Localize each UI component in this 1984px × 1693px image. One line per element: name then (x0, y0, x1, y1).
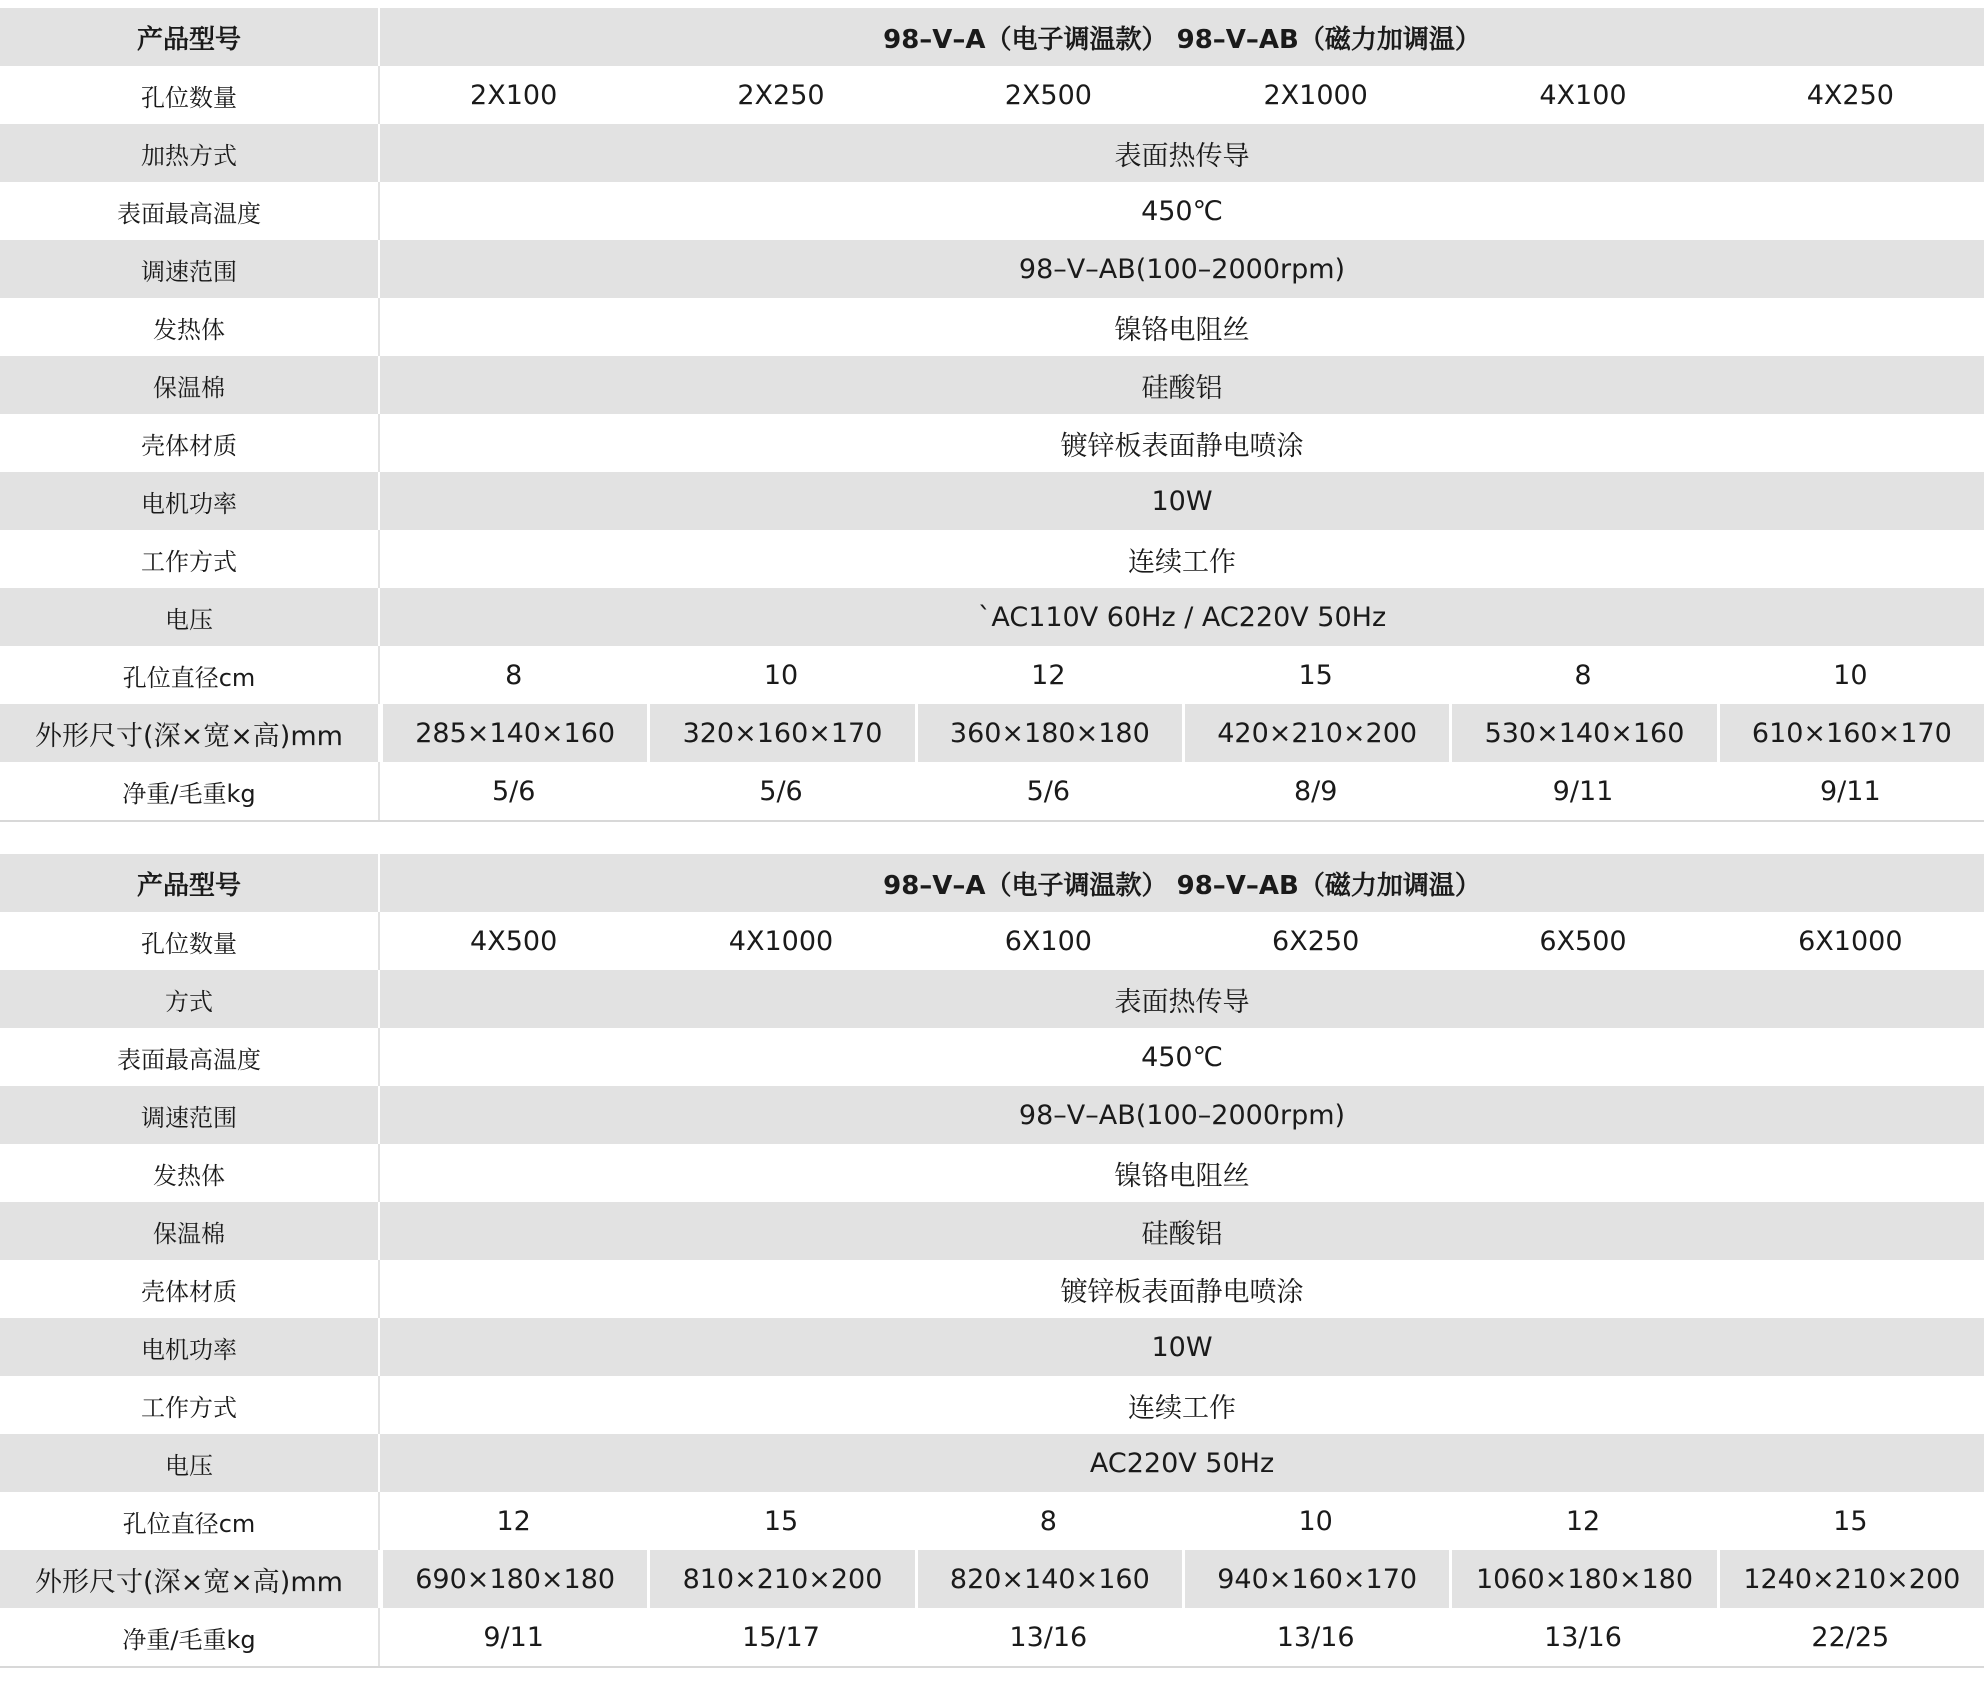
diameter-cell: 8 (505, 659, 523, 691)
spec-label: 电压 (0, 588, 380, 646)
diameter-cell: 15 (1833, 1505, 1868, 1537)
holes-cell: 4X100 (1539, 79, 1627, 111)
spec-row (0, 414, 1984, 472)
spec-label: 调速范围 (0, 1086, 380, 1144)
weight-cell: 9/11 (1552, 775, 1614, 807)
weight-cell: 13/16 (1009, 1621, 1088, 1653)
spec-row (0, 240, 1984, 298)
dims-cell: 420×210×200 (1182, 704, 1449, 762)
diameter-label: 孔位直径cm (0, 646, 380, 704)
weight-cell: 9/11 (483, 1621, 544, 1653)
holes-cell: 6X1000 (1798, 925, 1903, 957)
diameter-cell: 10 (1833, 659, 1868, 691)
dims-cell: 940×160×170 (1182, 1550, 1449, 1608)
spec-value: 98–V–AB(100–2000rpm) (1018, 253, 1346, 285)
spec-value: `AC110V 60Hz / AC220V 50Hz (977, 601, 1387, 633)
holes-row (0, 66, 1984, 124)
diameter-cell: 8 (1574, 659, 1592, 691)
holes-cell: 2X500 (1004, 79, 1092, 111)
weight-cell: 8/9 (1293, 775, 1338, 807)
holes-cell: 2X100 (470, 79, 558, 111)
spec-value: 10W (1151, 1331, 1213, 1363)
spec-row (0, 356, 1984, 414)
spec-label: 保温棉 (0, 1202, 380, 1260)
spec-value: 镍铬电阻丝 (1114, 314, 1250, 346)
model-value: 98–V–A（电子调温款） 98–V–AB（磁力加调温） (883, 24, 1481, 55)
dims-cell: 320×160×170 (647, 704, 914, 762)
diameter-cell: 15 (763, 1505, 799, 1537)
table-divider (0, 1666, 1984, 1668)
spec-value: 450℃ (1141, 1041, 1223, 1073)
spec-row (0, 1260, 1984, 1318)
dims-cell: 530×140×160 (1449, 704, 1716, 762)
spec-label: 电机功率 (0, 1318, 380, 1376)
spec-label: 表面最高温度 (0, 182, 380, 240)
spec-label: 方式 (0, 970, 380, 1028)
holes-cell: 2X1000 (1263, 79, 1368, 111)
holes-cell: 4X500 (470, 925, 558, 957)
spec-value: AC220V 50Hz (1089, 1447, 1275, 1479)
spec-value: 镀锌板表面静电喷涂 (1060, 1276, 1304, 1308)
holes-cell: 6X100 (1004, 925, 1092, 957)
spec-row (0, 1434, 1984, 1492)
spec-row (0, 1318, 1984, 1376)
holes-row (0, 912, 1984, 970)
diameter-cell: 12 (1565, 1505, 1601, 1537)
weight-row (0, 762, 1984, 820)
spec-value: 镀锌板表面静电喷涂 (1060, 430, 1304, 462)
dims-cell: 820×140×160 (915, 1550, 1182, 1608)
spec-value: 98–V–AB(100–2000rpm) (1018, 1099, 1346, 1131)
dims-cell: 690×180×180 (380, 1550, 647, 1608)
spec-value: 硅酸铝 (1141, 372, 1223, 404)
diameter-cell: 10 (1298, 1505, 1333, 1537)
dims-cell: 610×160×170 (1717, 704, 1984, 762)
spec-row (0, 124, 1984, 182)
spec-label: 壳体材质 (0, 414, 380, 472)
spec-label: 表面最高温度 (0, 1028, 380, 1086)
diameter-cell: 12 (1031, 659, 1066, 691)
weight-cell: 5/6 (491, 775, 536, 807)
holes-cell: 6X500 (1539, 925, 1627, 957)
diameter-cell: 8 (1039, 1505, 1057, 1537)
spec-label: 发热体 (0, 298, 380, 356)
weight-label: 净重/毛重kg (0, 1608, 380, 1666)
spec-row (0, 472, 1984, 530)
diameter-label: 孔位直径cm (0, 1492, 380, 1550)
diameter-row (0, 1492, 1984, 1550)
spec-value: 10W (1151, 485, 1213, 517)
weight-label: 净重/毛重kg (0, 762, 380, 820)
spec-label: 调速范围 (0, 240, 380, 298)
spec-row (0, 298, 1984, 356)
holes-cell: 2X250 (737, 79, 825, 111)
model-label: 产品型号 (0, 854, 380, 912)
spec-row (0, 182, 1984, 240)
spec-label: 工作方式 (0, 1376, 380, 1434)
spec-row (0, 588, 1984, 646)
model-value: 98–V–A（电子调温款） 98–V–AB（磁力加调温） (883, 870, 1481, 901)
weight-row (0, 1608, 1984, 1666)
diameter-cell: 10 (763, 659, 799, 691)
model-label: 产品型号 (0, 8, 380, 66)
spec-value: 表面热传导 (1114, 140, 1250, 172)
holes-label: 孔位数量 (0, 912, 380, 970)
holes-cell: 4X1000 (728, 925, 834, 957)
dims-label: 外形尺寸(深×宽×高)mm (0, 1550, 380, 1608)
diameter-row (0, 646, 1984, 704)
spec-table-2 (0, 854, 1984, 1668)
weight-cell: 5/6 (1026, 775, 1071, 807)
dims-row (0, 704, 1984, 762)
diameter-cell: 12 (496, 1505, 531, 1537)
weight-cell: 13/16 (1276, 1621, 1355, 1653)
spec-row (0, 1028, 1984, 1086)
dims-row (0, 1550, 1984, 1608)
dims-cell: 285×140×160 (380, 704, 647, 762)
spec-label: 保温棉 (0, 356, 380, 414)
diameter-cell: 15 (1298, 659, 1333, 691)
spec-value: 450℃ (1141, 195, 1223, 227)
spec-value: 连续工作 (1128, 1392, 1236, 1424)
dims-cell: 1240×210×200 (1717, 1550, 1984, 1608)
dims-label: 外形尺寸(深×宽×高)mm (0, 704, 380, 762)
spec-label: 电压 (0, 1434, 380, 1492)
spec-row (0, 1202, 1984, 1260)
weight-cell: 13/16 (1544, 1621, 1622, 1653)
table-divider (0, 820, 1984, 822)
spec-label: 壳体材质 (0, 1260, 380, 1318)
spec-value: 连续工作 (1128, 546, 1236, 578)
spec-row (0, 970, 1984, 1028)
dims-cell: 1060×180×180 (1449, 1550, 1716, 1608)
spec-label: 加热方式 (0, 124, 380, 182)
spec-row (0, 1144, 1984, 1202)
spec-value: 镍铬电阻丝 (1114, 1160, 1250, 1192)
dims-cell: 810×210×200 (647, 1550, 914, 1608)
spec-label: 电机功率 (0, 472, 380, 530)
weight-cell: 9/11 (1820, 775, 1881, 807)
spec-value: 硅酸铝 (1141, 1218, 1223, 1250)
dims-cell: 360×180×180 (915, 704, 1182, 762)
spec-value: 表面热传导 (1114, 986, 1250, 1018)
holes-cell: 4X250 (1806, 79, 1894, 111)
model-header-row (0, 854, 1984, 912)
model-header-row (0, 8, 1984, 66)
weight-cell: 15/17 (742, 1621, 820, 1653)
spec-row (0, 530, 1984, 588)
weight-cell: 5/6 (759, 775, 803, 807)
spec-table-1 (0, 8, 1984, 822)
spec-row (0, 1086, 1984, 1144)
weight-cell: 22/25 (1811, 1621, 1890, 1653)
holes-label: 孔位数量 (0, 66, 380, 124)
holes-cell: 6X250 (1272, 925, 1360, 957)
spec-label: 发热体 (0, 1144, 380, 1202)
spec-row (0, 1376, 1984, 1434)
spec-label: 工作方式 (0, 530, 380, 588)
